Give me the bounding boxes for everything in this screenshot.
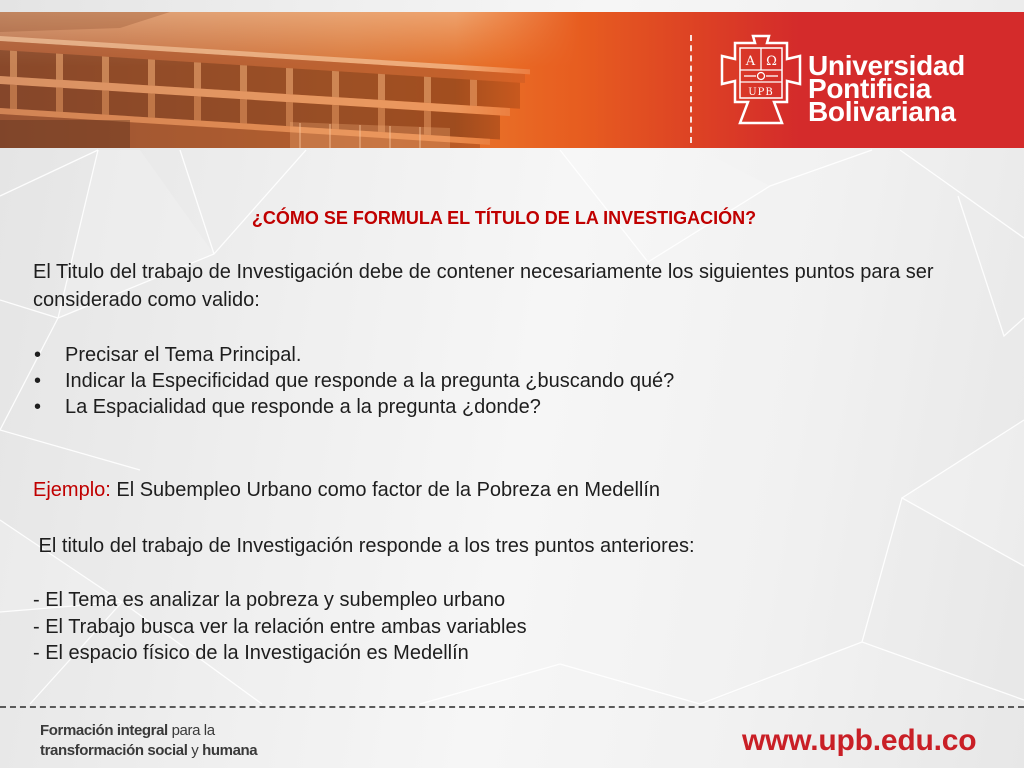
tagline-regular-text: para la [167, 722, 215, 739]
bullet-icon: • [34, 344, 42, 366]
list-item: - El Tema es analizar la pobreza y subempleo urbano [33, 589, 506, 611]
crest-letter-alpha: A [745, 54, 756, 69]
list-item: - El Trabajo busca ver la relación entre ambas variables [33, 615, 527, 638]
header-banner [0, 12, 1024, 148]
crest-emblem-icon [744, 73, 778, 80]
tagline-line-1 [40, 721, 257, 741]
tagline-regular-text: y [187, 742, 203, 759]
list-item [33, 368, 733, 394]
brand-line-universidad: Universidad [808, 50, 965, 81]
analysis-points-list [33, 587, 527, 667]
intro-paragraph: El Titulo del trabajo de Investigación debe de contener necesariamente los siguientes puntos para ser considerado como valido: [33, 261, 934, 311]
banner-divider [690, 35, 692, 143]
conclusion-line: El titulo del trabajo de Investigación responde a los tres puntos anteriores: [33, 535, 695, 557]
tagline-line-2 [40, 741, 257, 761]
crest-letter-omega: Ω [766, 54, 777, 69]
example-line [33, 477, 660, 503]
tagline-bold-text: Formación integral [40, 722, 168, 739]
footer-tagline [40, 721, 257, 761]
list-item-text: La Espacialidad que responde a la pregunta ¿donde? [65, 396, 541, 418]
university-crest-logo [720, 34, 802, 126]
campus-building-photo [0, 12, 690, 148]
website-url: www.upb.edu.co [742, 724, 977, 757]
example-text: El Subempleo Urbano como factor de la Pobreza en Medellín [110, 479, 661, 501]
list-item-text: Indicar la Especificidad que responde a la pregunta ¿buscando qué? [65, 370, 675, 392]
bullet-icon: • [34, 370, 42, 392]
tagline-bold-text: humana [202, 742, 258, 759]
list-item: - El espacio físico de la Investigación es Medellín [33, 642, 469, 664]
slide-title: ¿CÓMO SE FORMULA EL TÍTULO DE LA INVESTIGACIÓN? [251, 208, 757, 228]
example-label: Ejemplo: [33, 479, 111, 501]
brand-line-bolivariana: Bolivariana [808, 96, 956, 127]
tagline-bold-text: transformación social [40, 742, 188, 759]
university-name-logo [808, 50, 965, 127]
bullet-icon: • [34, 396, 42, 418]
brand-line-pontificia: Pontificia [808, 73, 932, 104]
requirements-list [33, 342, 733, 420]
list-item [33, 342, 733, 368]
crest-letters-upb: UPB [748, 87, 774, 98]
footer-divider [0, 706, 1024, 708]
list-item [33, 394, 733, 420]
list-item-text: Precisar el Tema Principal. [65, 344, 302, 366]
